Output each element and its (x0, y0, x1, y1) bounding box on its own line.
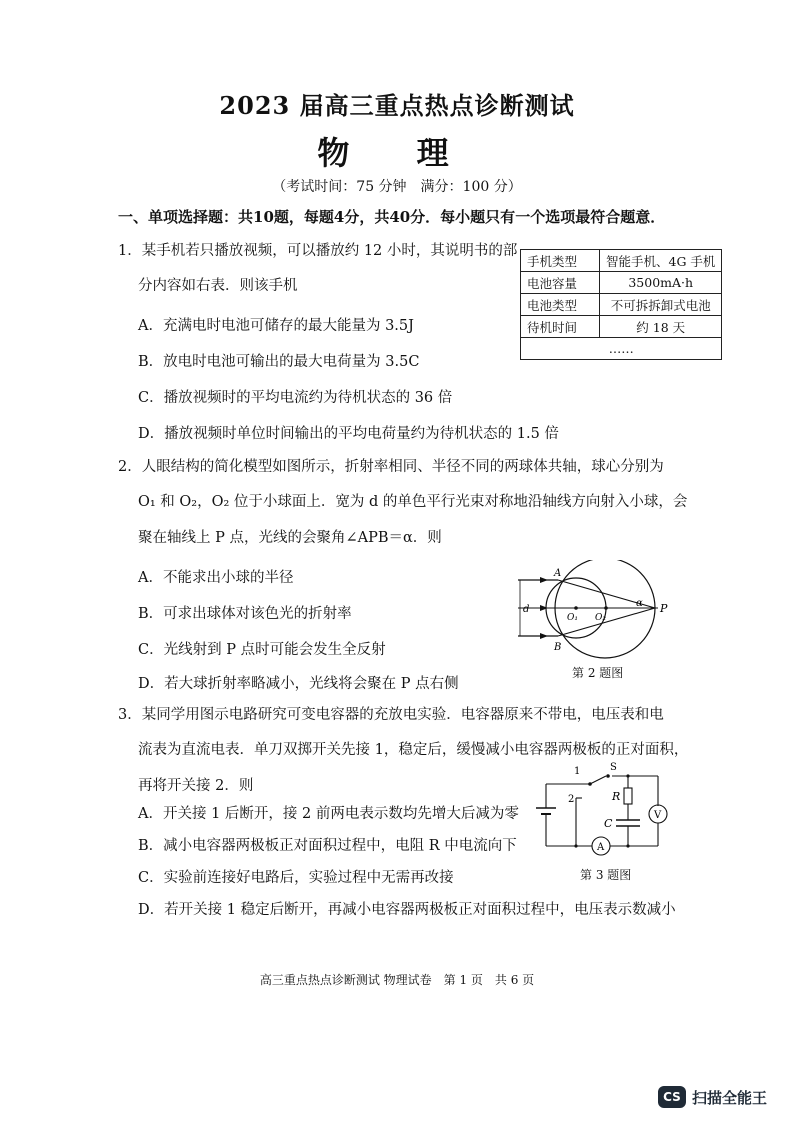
label-c: C (604, 817, 613, 830)
q2-option-d: D．若大球折射率略减小，光线将会聚在 P 点右侧 (138, 676, 459, 692)
junction (574, 844, 577, 847)
table-cell: 电池容量 (521, 272, 600, 294)
table-row (521, 294, 722, 316)
label-o2: O₂ (595, 613, 606, 623)
arrow-bottom (540, 633, 548, 639)
table-row (521, 250, 722, 272)
table-row (521, 272, 722, 294)
q3-option-d: D．若开关接 1 稳定后断开，再减小电容器两极板正对面积过程中，电压表示数减小 (138, 902, 676, 918)
switch-blade (590, 776, 606, 784)
camscanner-brand: 扫描全能王 (692, 1089, 768, 1107)
exam-title: 2023 届高三重点热点诊断测试 (219, 91, 575, 120)
label-b: B (554, 642, 562, 653)
q3-figure-caption: 第 3 题图 (580, 868, 632, 882)
eye-model-figure (510, 560, 680, 660)
q3-stem-line1: 3．某同学用图示电路研究可变电容器的充放电实验．电容器原来不带电，电压表和电 (118, 707, 664, 723)
switch-contact-1 (606, 774, 610, 778)
label-a: A (597, 842, 605, 853)
table-cell: 3500mA·h (600, 272, 722, 294)
q2-figure-caption: 第 2 题图 (572, 666, 624, 680)
subject-title: 物 理 (317, 134, 477, 172)
phone-spec-table (520, 249, 722, 360)
table-cell: 智能手机、4G 手机 (600, 250, 722, 272)
section-heading: 一、单项选择题：共10题，每题4分，共40分．每小题只有一个选项最符合题意． (118, 208, 666, 226)
circuit-figure (530, 762, 670, 862)
junction (626, 844, 629, 847)
label-contact-1: 1 (574, 766, 581, 777)
table-row (521, 338, 722, 360)
q3-stem-line2: 流表为直流电表．单刀双掷开关先接 1，稳定后，缓慢减小电容器两极板的正对面积， (138, 742, 689, 758)
arrow-axis (540, 605, 548, 611)
label-switch-s: S (610, 762, 617, 773)
resistor-r (624, 788, 632, 804)
q2-stem-line1: 2．人眼结构的简化模型如图所示，折射率相同、半径不同的两球体共轴，球心分别为 (118, 459, 664, 475)
exam-info: （考试时间：75 分钟 满分：100 分） (272, 179, 522, 195)
label-a: A (554, 568, 562, 579)
q1-option-b: B．放电时电池可输出的最大电荷量为 3.5C (138, 354, 420, 370)
label-contact-2: 2 (568, 794, 575, 805)
arrow-top (540, 577, 548, 583)
q2-option-c: C．光线射到 P 点时可能会发生全反射 (138, 642, 386, 658)
camscanner-logo-icon: CS (658, 1086, 686, 1108)
table-row (521, 316, 722, 338)
q3-option-c: C．实验前连接好电路后，实验过程中无需再改接 (138, 870, 454, 886)
center-o1 (574, 606, 578, 610)
table-cell: 手机类型 (521, 250, 600, 272)
q1-stem-line2: 分内容如右表．则该手机 (138, 278, 298, 294)
label-r: R (612, 790, 621, 803)
label-alpha: α (636, 598, 643, 609)
label-o1: O₁ (567, 613, 578, 623)
table-cell: 约 18 天 (600, 316, 722, 338)
label-d: d (523, 604, 530, 615)
page-footer: 高三重点热点诊断测试 物理试卷 第 1 页 共 6 页 (259, 973, 535, 987)
q1-option-a: A．充满电时电池可储存的最大能量为 3.5J (138, 318, 414, 334)
q1-option-c: C．播放视频时的平均电流约为待机状态的 36 倍 (138, 390, 453, 406)
switch-pivot (588, 782, 592, 786)
center-o2 (604, 606, 608, 610)
table-ellipsis: …… (521, 338, 722, 360)
junction (626, 774, 629, 777)
q2-option-a: A．不能求出小球的半径 (138, 570, 294, 586)
label-p: P (660, 602, 668, 615)
table-cell: 电池类型 (521, 294, 600, 316)
table-cell: 不可拆拆卸式电池 (600, 294, 722, 316)
q3-stem-line3: 再将开关接 2．则 (138, 778, 254, 794)
q2-stem-line3: 聚在轴线上 P 点，光线的会聚角∠APB＝α．则 (138, 530, 442, 546)
q2-option-b: B．可求出球体对该色光的折射率 (138, 606, 352, 622)
q1-option-d: D．播放视频时单位时间输出的平均电荷量约为待机状态的 1.5 倍 (138, 426, 559, 442)
q3-option-a: A．开关接 1 后断开，接 2 前两电表示数均先增大后减为零 (138, 806, 519, 822)
q2-stem-line2: O₁ 和 O₂，O₂ 位于小球面上．宽为 d 的单色平行光束对称地沿轴线方向射入小球，会 (138, 494, 688, 510)
q1-stem-line1: 1．某手机若只播放视频，可以播放约 12 小时，其说明书的部 (118, 243, 518, 259)
q3-option-b: B．减小电容器两极板正对面积过程中，电阻 R 中电流向下 (138, 838, 517, 854)
label-v: V (654, 810, 662, 821)
table-cell: 待机时间 (521, 316, 600, 338)
